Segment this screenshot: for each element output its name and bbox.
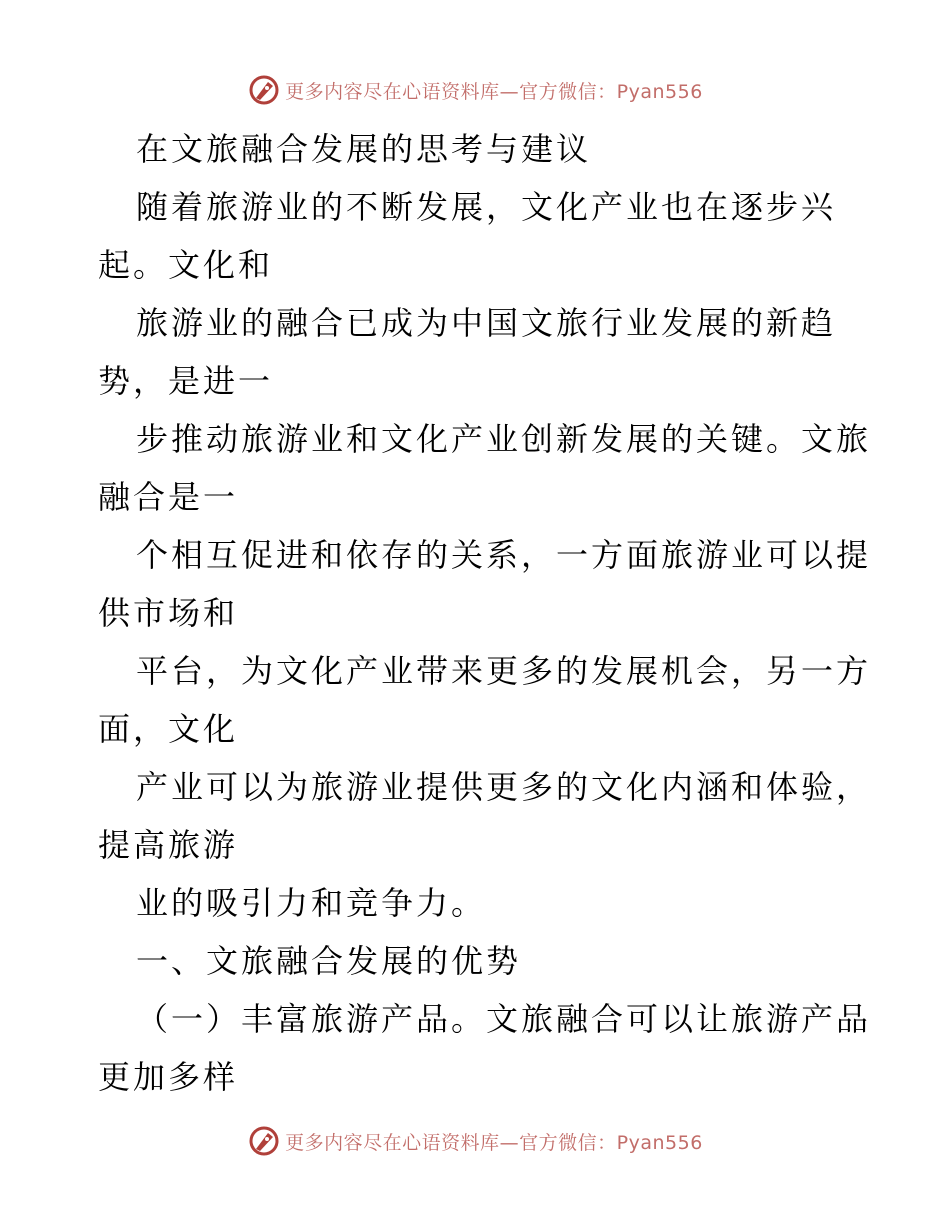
footer-banner-inner: [247, 1124, 703, 1158]
header-banner-inner: [247, 73, 703, 107]
text-line: 个相互促进和依存的关系，一方面旅游业可以提: [136, 536, 872, 574]
pen-nib-seal-icon: [247, 73, 281, 107]
text-line: 产业可以为旅游业提供更多的文化内涵和体验，: [136, 768, 872, 806]
text-line: 更加多样: [98, 1058, 239, 1096]
text-line: 势，是进一: [98, 362, 274, 400]
text-line: 面，文化: [98, 710, 239, 748]
text-line: 一、文旅融合发展的优势: [136, 942, 522, 980]
text-line: 融合是一: [98, 478, 239, 516]
text-line: 随着旅游业的不断发展，文化产业也在逐步兴: [136, 188, 837, 226]
header-banner-text: 更多内容尽在心语资料库—官方微信：Pyan556: [285, 80, 703, 103]
text-line: 旅游业的融合已成为中国文旅行业发展的新趋: [136, 304, 837, 342]
document-body: [98, 120, 872, 1106]
footer-banner: [0, 1121, 950, 1161]
text-line: 业的吸引力和竞争力。: [136, 884, 487, 922]
text-line: 步推动旅游业和文化产业创新发展的关键。文旅: [136, 420, 872, 458]
pen-nib-seal-icon: [247, 1124, 281, 1158]
header-banner: [0, 70, 950, 110]
text-line: 起。文化和: [98, 246, 274, 284]
text-line: 在文旅融合发展的思考与建议: [136, 130, 592, 168]
footer-banner-text: 更多内容尽在心语资料库—官方微信：Pyan556: [285, 1131, 703, 1154]
text-line: 提高旅游: [98, 826, 239, 864]
text-line: （一）丰富旅游产品。文旅融合可以让旅游产品: [136, 1000, 872, 1038]
text-line: 平台，为文化产业带来更多的发展机会，另一方: [136, 652, 872, 690]
text-line: 供市场和: [98, 594, 239, 632]
